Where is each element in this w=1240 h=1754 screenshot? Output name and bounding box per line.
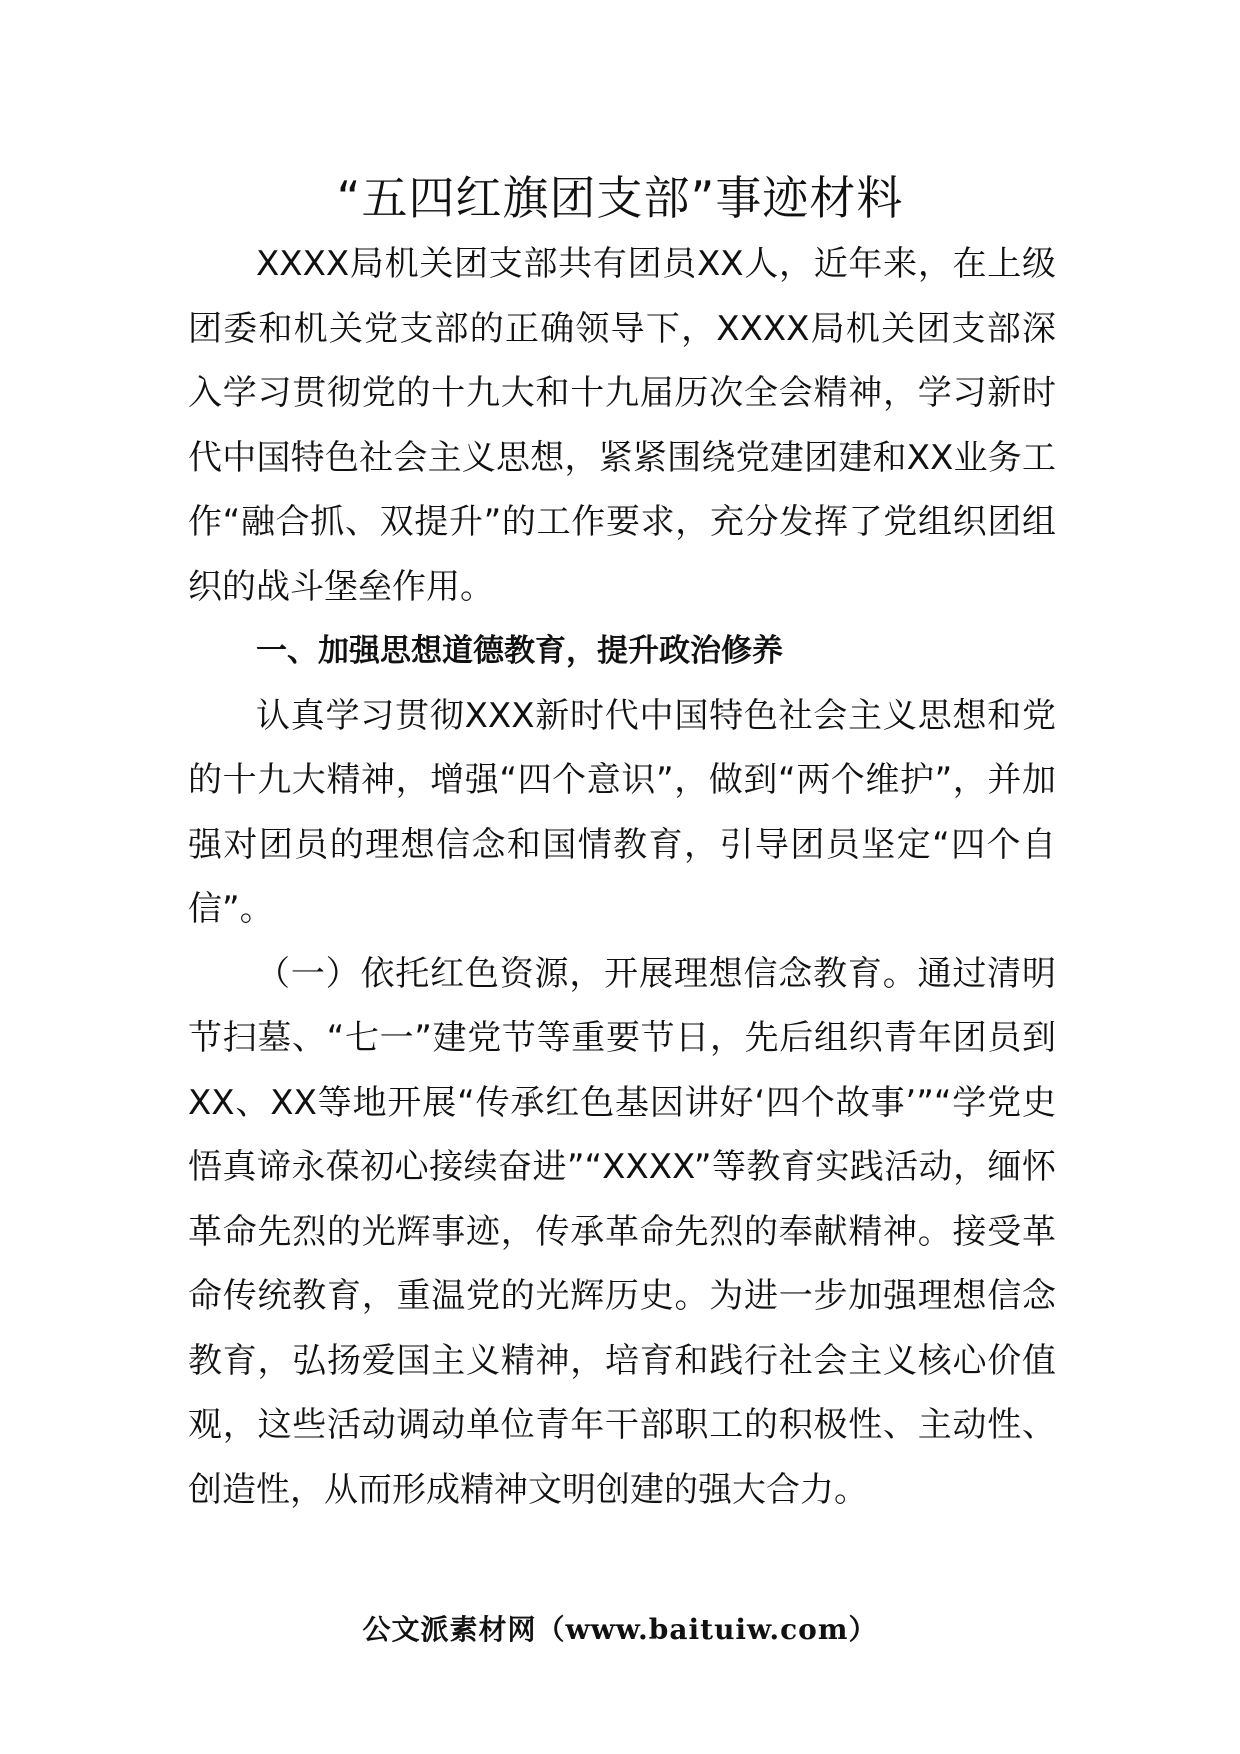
document-body	[188, 232, 1056, 1522]
subsection-1-paragraph: （一）依托红色资源，开展理想信念教育。通过清明节扫墓、“七一”建党节等重要节日，先后组织青年团员到XX、XX等地开展“传承红色基因讲好‘四个故事’”“学党史悟真谛永葆初心接续奋进”“XXXX”等教育实践活动，缅怀革命先烈的光辉事迹，传承革命先烈的奉献精神。接受革命传统教育，重温党的光辉历史。为进一步加强理想信念教育，弘扬爱国主义精神，培育和践行社会主义核心价值观，这些活动调动单位青年干部职工的积极性、主动性、创造性，从而形成精神文明创建的强大合力。	[188, 953, 1056, 1510]
document-title: “五四红旗团支部”事迹材料	[336, 171, 904, 225]
intro-paragraph: XXXX局机关团支部共有团员XX人，近年来，在上级团委和机关党支部的正确领导下，XXXX局机关团支部深入学习贯彻党的十九大和十九届历次全会精神，学习新时代中国特色社会主义思想，紧紧围绕党建团建和XX业务工作“融合抓、双提升”的工作要求，充分发挥了党组织团组织的战斗堡垒作用。	[188, 244, 1056, 607]
watermark-footer: 公文派素材网（www.baituiw.com）	[362, 1613, 878, 1646]
section-heading-1: 一、加强思想道德教育，提升政治修养	[256, 633, 783, 669]
section-1-paragraph: 认真学习贯彻XXX新时代中国特色社会主义思想和党的十九大精神，增强“四个意识”，做到“两个维护”，并加强对团员的理想信念和国情教育，引导团员坚定“四个自信”。	[188, 695, 1056, 929]
